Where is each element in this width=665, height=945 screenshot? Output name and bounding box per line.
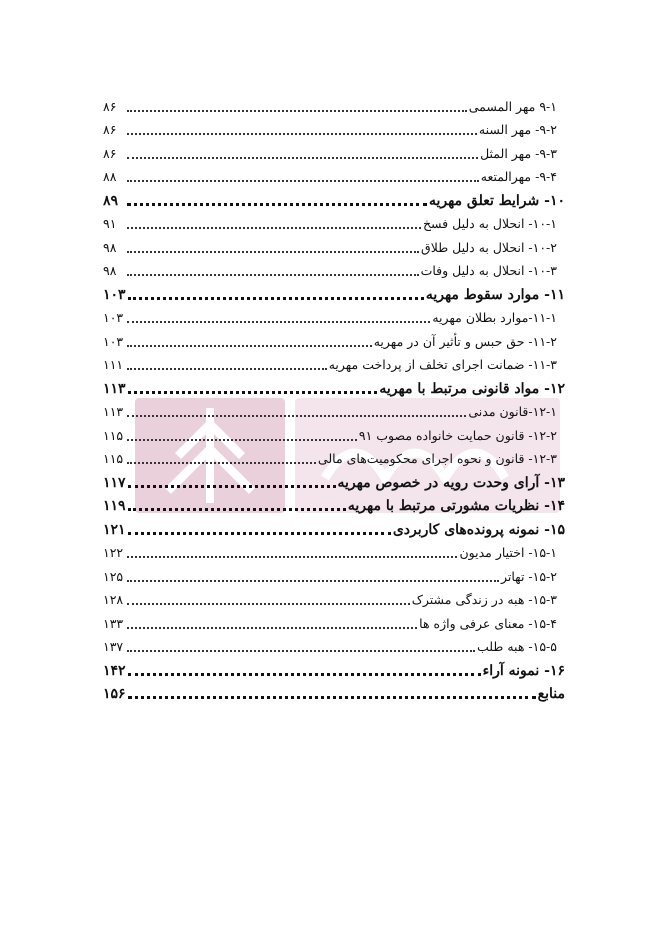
toc-entry	[103, 351, 565, 375]
toc-entry	[103, 539, 565, 563]
toc-entry	[103, 233, 565, 257]
toc-entry-title: ۱۵-۱- اختیار مدیون	[459, 545, 557, 560]
toc-entry-page: ۱۲۲	[103, 545, 124, 560]
toc-entry-title: ۹-۲- مهر السنه	[478, 122, 557, 137]
dot-leader	[127, 241, 419, 253]
toc-entry-page: ۱۱۹	[103, 498, 126, 514]
toc-entry-page: ۱۱۷	[103, 474, 126, 491]
toc-entry-page: ۱۱۳	[103, 380, 126, 397]
dot-leader	[127, 405, 466, 417]
toc-entry-page: ۸۸	[103, 169, 117, 184]
dot-leader	[127, 452, 316, 464]
toc-entry-page: ۱۱۵	[103, 427, 124, 443]
toc-entry-page: ۱۵۶	[103, 686, 126, 702]
dot-leader	[127, 193, 427, 206]
dot-leader	[128, 475, 336, 488]
toc-entry	[103, 633, 565, 657]
toc-entry-page: ۱۴۲	[103, 662, 126, 679]
dot-leader	[128, 498, 346, 511]
toc-entry	[103, 210, 565, 234]
toc-entry-title: ۱۲- مواد قانونی مرتبط با مهریه	[379, 380, 565, 397]
dot-leader	[127, 335, 372, 347]
toc-entry-title: ۱۲-۲- قانون حمایت خانواده مصوب ۹۱	[358, 427, 557, 443]
toc-entry-title: منابع	[537, 686, 565, 702]
toc-entry	[103, 468, 565, 492]
toc-entry-page: ۸۹	[103, 192, 119, 209]
dot-leader	[128, 287, 424, 300]
toc-entry	[103, 515, 565, 539]
toc-entry-title: ۱۵-۵- هبه طلب	[477, 639, 557, 654]
toc-entry-title: ۱۱-۲- حق حبس و تأثیر آن در مهریه	[373, 333, 557, 349]
dot-leader	[127, 100, 467, 112]
toc-entry	[103, 304, 565, 328]
toc-entry-title: ۱۰- شرایط تعلق مهریه	[428, 192, 565, 209]
dot-leader	[127, 617, 417, 629]
toc-entry	[103, 492, 565, 516]
toc-entry-page: ۱۳۳	[103, 615, 124, 631]
toc-entry-title: ۱۱-۳- ضمانت اجرای تخلف از پرداخت مهریه	[328, 357, 557, 372]
toc-entry-page: ۱۲۵	[103, 568, 124, 584]
toc-entry-page: ۹۱	[103, 216, 117, 231]
toc-entry-page: ۱۰۳	[103, 286, 126, 303]
toc-entry-title: ۱۵-۲- تهاتر	[501, 568, 557, 584]
toc-entry	[103, 562, 565, 586]
toc-entry	[103, 327, 565, 351]
table-of-contents	[103, 92, 565, 703]
toc-entry-page: ۱۲۱	[103, 521, 126, 538]
dot-leader	[127, 147, 478, 159]
toc-entry-title: ۱۵- نمونه پرونده‌های کاربردی	[392, 521, 565, 538]
toc-entry-page: ۱۱۵	[103, 451, 124, 466]
toc-entry	[103, 186, 565, 210]
toc-entry	[103, 680, 565, 704]
toc-entry-title: ۱۵-۳- هبه در زندگی مشترک	[411, 592, 557, 607]
dot-leader	[127, 358, 327, 370]
toc-entry-title: ۹-۱ مهر المسمی	[468, 98, 557, 114]
toc-entry-title: ۱۶- نمونه آراء	[482, 662, 565, 679]
toc-entry	[103, 257, 565, 281]
toc-entry	[103, 139, 565, 163]
toc-entry	[103, 445, 565, 469]
toc-entry-page: ۹۸	[103, 263, 117, 278]
toc-entry-title: ۱۰-۳- انحلال به دلیل وفات	[420, 263, 557, 278]
toc-entry-title: ۱۵-۴- معنای عرفی واژه ها	[419, 615, 557, 631]
toc-entry-title: ۱۱-۱-موارد بطلان مهریه	[432, 310, 557, 325]
dot-leader	[128, 522, 391, 535]
toc-entry	[103, 116, 565, 140]
toc-entry-page: ۱۳۷	[103, 639, 124, 654]
dot-leader	[127, 570, 499, 582]
toc-entry-page: ۱۱۱	[103, 357, 124, 372]
toc-entry-title: ۹-۳- مهر المثل	[480, 145, 557, 161]
toc-entry	[103, 656, 565, 680]
dot-leader	[127, 170, 479, 182]
dot-leader	[128, 381, 378, 394]
toc-entry-title: ۱۰-۲- انحلال به دلیل طلاق	[421, 239, 557, 255]
toc-entry-title: ۱۳- آرای وحدت رویه در خصوص مهریه	[337, 474, 565, 491]
toc-entry-title: ۱۲-۳- قانون و نحوه اجرای محکومیت‌های مالی	[317, 451, 557, 466]
toc-entry-title: ۹-۴- مهرالمتعه	[480, 169, 557, 184]
dot-leader	[127, 123, 477, 135]
dot-leader	[127, 264, 419, 276]
toc-entry-page: ۸۶	[103, 145, 117, 161]
toc-entry-page: ۹۸	[103, 239, 117, 255]
dot-leader	[127, 593, 410, 605]
dot-leader	[128, 663, 481, 676]
toc-entry	[103, 586, 565, 610]
toc-entry-page: ۱۱۳	[103, 404, 124, 419]
dot-leader	[127, 311, 430, 323]
toc-entry	[103, 92, 565, 116]
toc-entry-page: ۱۲۸	[103, 592, 124, 607]
toc-entry-page: ۸۶	[103, 122, 117, 137]
toc-entry-page: ۸۶	[103, 98, 117, 114]
toc-entry-title: ۱۰-۱- انحلال به دلیل فسخ	[422, 216, 557, 231]
dot-leader	[127, 546, 457, 558]
dot-leader	[128, 686, 536, 699]
dot-leader	[127, 429, 357, 441]
dot-leader	[127, 640, 475, 652]
toc-entry-title: ۱۱- موارد سقوط مهریه	[425, 286, 565, 303]
toc-entry	[103, 421, 565, 445]
toc-entry	[103, 280, 565, 304]
dot-leader	[127, 217, 421, 229]
toc-entry	[103, 163, 565, 187]
toc-entry-page: ۱۰۳	[103, 333, 124, 349]
toc-entry-page: ۱۰۳	[103, 310, 124, 325]
toc-entry	[103, 609, 565, 633]
toc-entry-title: ۱۲-۱-قانون مدنی	[468, 404, 557, 419]
toc-entry-title: ۱۴- نظریات مشورتی مرتبط با مهریه	[347, 498, 565, 514]
toc-entry	[103, 398, 565, 422]
toc-entry	[103, 374, 565, 398]
